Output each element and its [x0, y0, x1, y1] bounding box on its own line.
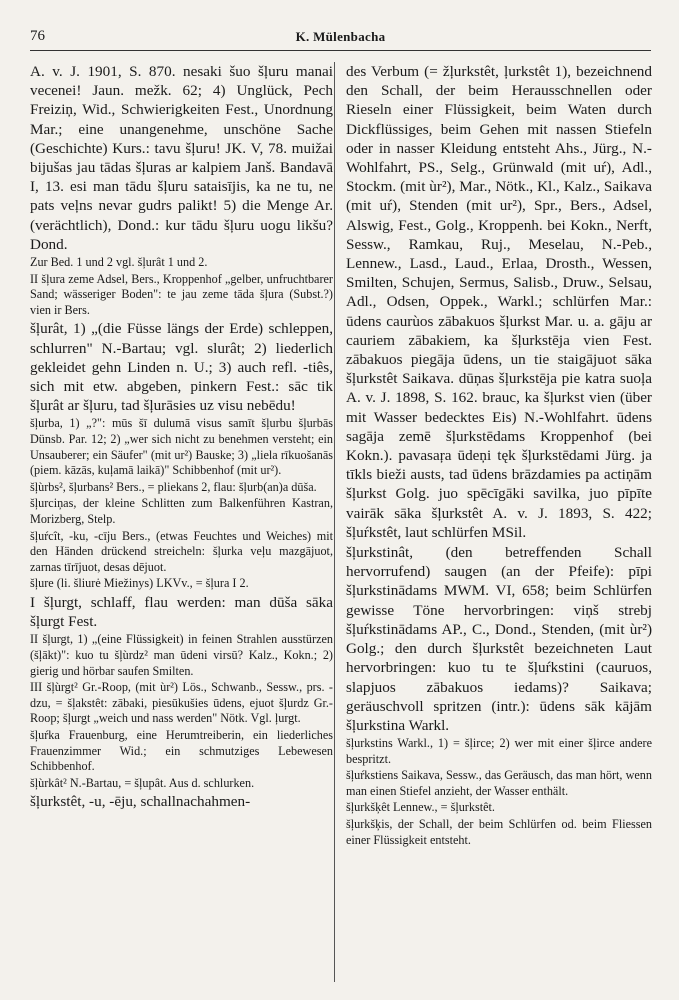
- dictionary-entry: des Verbum (= žļurkstêt, ļurkstêt 1), bezeichnend den Schall, der beim Herausschnellen oder Rieseln einer Flüssigkeit, beim Waten durch Dickflüssiges, beim Gehen mit nassen Stiefeln oder in nasser Kleidung entsteht Ahs., Jürg., N.-Wohlfahrt, PS., Selg., Grünwald (mit uŕ), Adl., Stockm. (mit ùr²), Mar., Nötk., Kl., Kalz., Saikava (mit uŕ), Stenden (mit ur²), Spr., Bers., Adsel, Alswig, Fest., Golg., Kroppenh. bei Kokn., Nerft, Sessw., Ramkau, Ruj., Meselau, N.-Peb., Lennew., Lasd., Laud., Erlaa, Drosth., Wessen, Smilten, Schujen, Sermus, Salisb., Druw., Selsau, Adl., Odsen, Oppek., Warkl.; schlürfen Mar.: ūdens caurùos zābakuos šļurkst Mar. u. a. gāju ar cauriem zābakiem, ka šļurkstēja vien Fest. zābakuos piegāja ūdens, un tie staigājuot sāka šļurkstêt Saikava. dūņas šļurkstēja pie katra suoļa A. v. J. 1898, S. 162. brauc, ka šļurkst vien (über mit Wasser bedecktes Eis) N.-Wohlfahrt. ūdens sagāja zemē šļurkstēdams Kroppenhof (bei Kokn.). pavasaŗa ūdeņi tęk šļurkstēdami Jürg. ja tīkls bieži austs, tad ūdens brāzdamies pa actiņām šļurkst Golg. juo spēcīgāki savilka, juo pīpīte vairāk sāka šļurkstêt A. v. J. 1893, S. 422; šļuŕkstêt, laut schlürfen MSil.: [346, 63, 652, 541]
- column-divider: [334, 62, 335, 982]
- dictionary-entry: šļuŕcît, -ku, -cīju Bers., (etwas Feuchtes und Weiches) mit den Händen drückend streicheln: šļurka veļu mazgājuot, zarnas tīrījuot, desas dējuot.: [30, 528, 333, 574]
- dictionary-entry: šļuŕka Frauenburg, eine Herumtreiberin, ein liederliches Frauenzimmer Wid.; ein schmutziges Lebewesen Schibbenhof.: [30, 727, 333, 774]
- dictionary-entry: šļurkstêt, -u, -ēju, schallnachahmen-: [30, 793, 251, 811]
- dictionary-entry: III šļùrgt² Gr.-Roop, (mit ùr²) Lös., Schwanb., Sessw., prs. -dzu, = šļakstêt: zābaki, piesūkušies ūdens, ejuot šļurdz Gr.-Roop; šļurgt „weich und nass werden" Nötk. Vgl. ļurgt.: [30, 680, 333, 726]
- dictionary-entry: šļurba, 1) „?": mūs šī dulumā visus samīt šļurbu šļurbās Dünsb. Par. 12; 2) „wer sich nicht zu benehmen versteht; ein Unsauberer; ein Säufer" (mit ur²) Bauske; 3) „liela rīkuošanās (piem. kāzās, kuļamā laikā)" Schibbenhof (mit ur²).: [30, 416, 333, 478]
- right-column: [346, 62, 652, 849]
- dictionary-entry: šļurkšķêt Lennew., = šļurkstêt.: [346, 800, 495, 815]
- dictionary-entry: II šļura zeme Adsel, Bers., Kroppenhof „gelber, unfruchtbarer Sand; wässeriger Boden": te jau zeme tāda šļura (Subst.?) vien ir Bers.: [30, 271, 333, 317]
- dictionary-entry: šļùrbs², šļurbans² Bers., = pliekans 2, flau: šļurb(an)a dūša.: [30, 479, 317, 494]
- dictionary-entry: šļuŕkstiens Saikava, Sessw., das Geräusch, das man hört, wenn man einen Stiefel anzieht, der Wasser enthält.: [346, 768, 652, 798]
- running-head: K. Mülenbacha: [295, 29, 386, 44]
- dictionary-entry: II šļurgt, 1) „(eine Flüssigkeit) in feinen Strahlen ausstürzen (šļākt)": kuo tu šļùrdz² man ūdeni virsū? Kalz., Kokn.; 2) gierig und hörbar saufen Smilten.: [30, 632, 333, 678]
- dictionary-entry: šļurkstins Warkl., 1) = šļirce; 2) wer mit einer šļirce andere bespritzt.: [346, 736, 652, 766]
- dictionary-entry: šļurkšķis, der Schall, der beim Schlürfen od. beim Fliessen einer Flüssigkeit entsteht.: [346, 817, 652, 847]
- dictionary-entry: šļure (li. šliurė Miežinys) LKVv., = šļura I 2.: [30, 576, 249, 591]
- page-number: 76: [30, 28, 45, 44]
- dictionary-entry: šļurciņas, der kleine Schlitten zum Balkenführen Kastran, Morizberg, Stelp.: [30, 496, 333, 526]
- dictionary-entry: šļurât, 1) „(die Füsse längs der Erde) schleppen, schlurren" N.-Bartau; vgl. slurât; 2) liederlich gekleidet gehn Linden n. U.; 3) auch refl. -tiês, sich mit etw. abgeben, pinkern Fest.: sāc tik šļurât ar šļuru, tad šļurāsies uz visu nebēdu!: [30, 320, 333, 415]
- dictionary-entry: šļùrkât² N.-Bartau, = šļupât. Aus d. schlurken.: [30, 775, 255, 790]
- dictionary-entry: šļurkstinât, (den betreffenden Schall hervorrufend) saugen (an der Pfeife): pīpi šļurkstinādams MWM. VI, 658; beim Schlürfen gewisse Töne hervorbringen: viņš strebj šļuŕkstinādams AP., C., Dond., Stenden, (mit ùr²) Golg.; den durch šļurkstêt bezeichneten Laut hervorbringen: kuo tu te šļuŕkstini (cauruos, slapjuos zābakuos iedams)? Saikava; geräuschvoll spritzen (intr.): ūdens sāk kājām šļurkstina Warkl.: [346, 544, 652, 734]
- left-column: [30, 62, 333, 813]
- dictionary-entry: I šļurgt, schlaff, flau werden: man dūša sāka šļurgt Fest.: [30, 593, 333, 631]
- dictionary-entry: Zur Bed. 1 und 2 vgl. šļurât 1 und 2.: [30, 255, 208, 270]
- page-header: [30, 28, 651, 51]
- dictionary-entry: A. v. J. 1901, S. 870. nesaki šuo šļuru manai vecenei! Jaun. mežk. 62; 4) Unglück, Pech Freiziņ, Wid., Schwierigkeiten Fest., Unordnung Mar.; eine unangenehme, unschöne Sache (Geschichte) Kurs.: tavu šļuru! JK. V, 78. muižai bijušas jau tādas šļuras ar kalpiem Janš. Bandavā I, 13. esi man tādu šļuru sataisījis, ka ne tu, ne pats veļns nevar gudrs palikt! 5) die Menge Ar. (verächtlich), Dond.: kur tādu šļuru uogu likšu? Dond.: [30, 63, 333, 253]
